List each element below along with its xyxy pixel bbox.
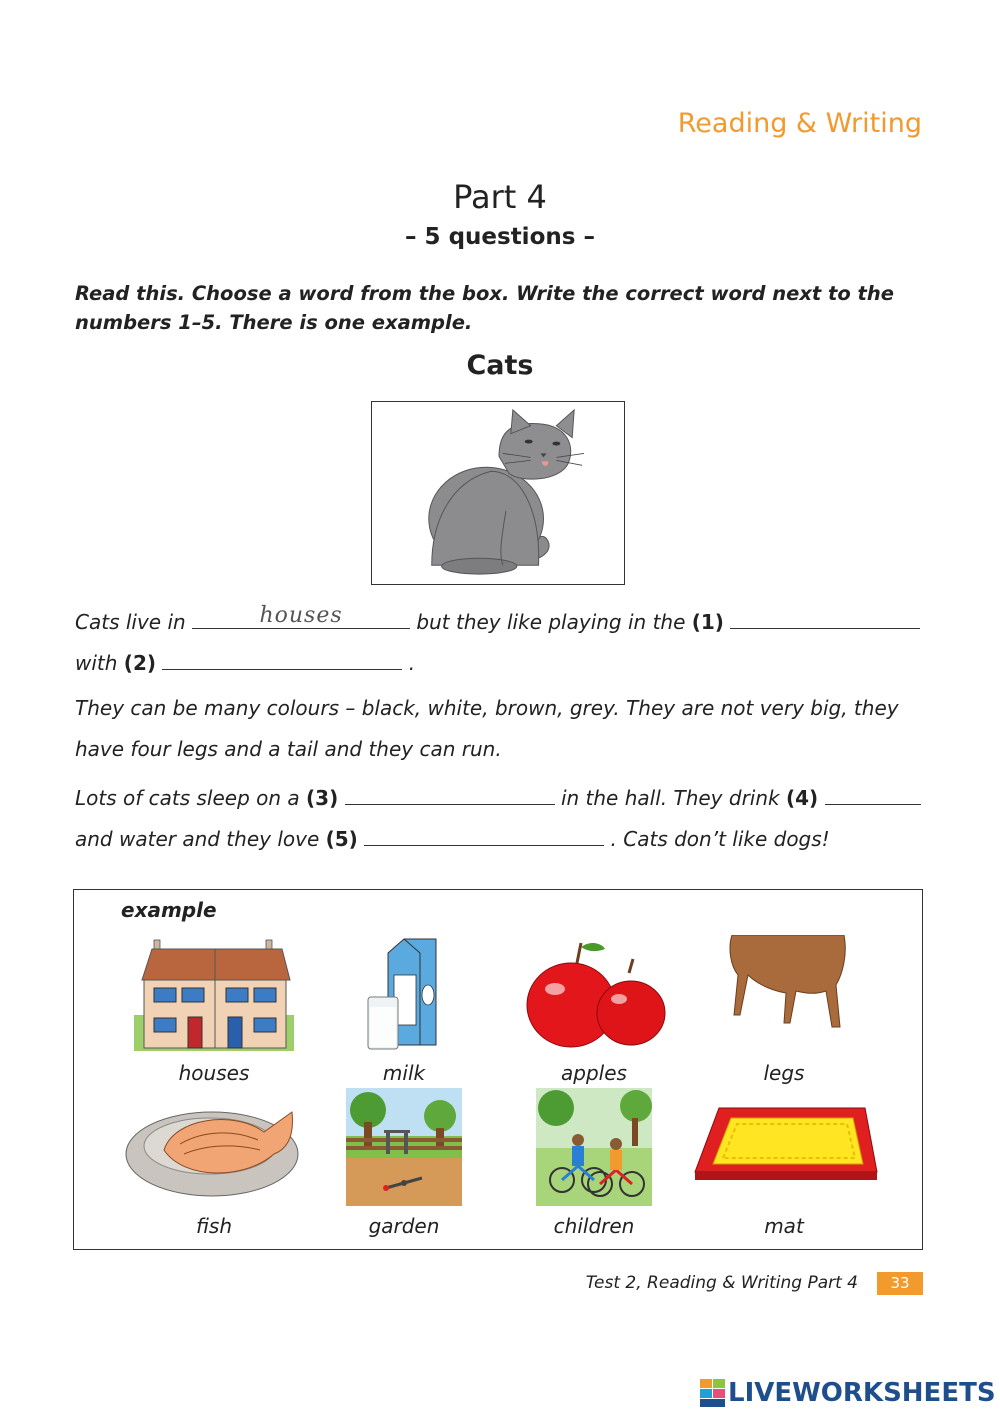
word-label: garden xyxy=(368,1214,440,1238)
story-line-4: have four legs and a tail and they can run. xyxy=(75,737,502,761)
word-card-milk[interactable] xyxy=(309,935,499,1085)
page-number: 33 xyxy=(877,1272,923,1295)
example-answer: houses xyxy=(259,603,343,628)
story-line-6 xyxy=(75,826,830,851)
part-title: Part 4 xyxy=(453,178,547,216)
text: Lots of cats sleep on a xyxy=(75,786,300,810)
fish-icon xyxy=(124,1088,304,1206)
cat-illustration xyxy=(372,402,624,584)
text: with xyxy=(75,651,118,675)
question-number-1: (1) xyxy=(691,610,724,634)
garden-icon xyxy=(346,1088,462,1206)
word-card-children[interactable] xyxy=(499,1088,689,1238)
story-line-5 xyxy=(75,785,921,810)
text: Cats live in xyxy=(75,610,186,634)
example-blank xyxy=(192,603,410,629)
section-label: Reading & Writing xyxy=(677,108,922,139)
example-label: example xyxy=(121,898,217,922)
footer-text: Test 2, Reading & Writing Part 4 xyxy=(585,1273,858,1293)
word-card-apples[interactable] xyxy=(499,935,689,1085)
word-label: mat xyxy=(764,1214,804,1238)
story-line-2 xyxy=(75,650,415,675)
answer-blank-4[interactable] xyxy=(825,785,921,805)
word-label: apples xyxy=(561,1061,627,1085)
word-label: fish xyxy=(195,1214,232,1238)
word-label: houses xyxy=(178,1061,250,1085)
houses-icon xyxy=(134,935,294,1053)
question-number-2: (2) xyxy=(123,651,156,675)
answer-blank-5[interactable] xyxy=(364,826,604,846)
text: and water and they love xyxy=(75,827,320,851)
text: . Cats don’t like dogs! xyxy=(610,827,830,851)
question-number-4: (4) xyxy=(785,786,819,810)
instructions: Read this. Choose a word from the box. Write the correct word next to the numbers 1–5. There is one example. xyxy=(75,282,894,334)
brand-text: LIVEWORKSHEETS xyxy=(728,1378,996,1408)
cat-picture xyxy=(371,401,625,585)
story-line-3: They can be many colours – black, white, brown, grey. They are not very big, they xyxy=(75,696,899,720)
liveworksheets-logo-icon xyxy=(700,1379,726,1407)
brand xyxy=(700,1376,996,1410)
word-card-houses[interactable] xyxy=(119,935,309,1085)
word-card-mat[interactable] xyxy=(689,1088,879,1238)
answer-blank-1[interactable] xyxy=(730,609,920,629)
word-box xyxy=(73,889,923,1250)
word-card-legs[interactable] xyxy=(689,935,879,1085)
question-number-3: (3) xyxy=(306,786,339,810)
word-label: milk xyxy=(382,1061,426,1085)
milk-icon xyxy=(364,935,444,1053)
mat-icon xyxy=(689,1088,879,1206)
word-card-garden[interactable] xyxy=(309,1088,499,1238)
story-line-1 xyxy=(75,603,920,634)
story-title: Cats xyxy=(466,350,534,381)
part-subtitle: – 5 questions – xyxy=(405,224,595,250)
children-icon xyxy=(536,1088,652,1206)
answer-blank-3[interactable] xyxy=(345,785,555,805)
word-label: legs xyxy=(763,1061,805,1085)
question-number-5: (5) xyxy=(325,827,358,851)
word-card-fish[interactable] xyxy=(119,1088,309,1238)
answer-blank-2[interactable] xyxy=(162,650,402,670)
text: . xyxy=(408,651,416,675)
text: in the hall. They drink xyxy=(560,786,780,810)
word-label: children xyxy=(553,1214,635,1238)
apples-icon xyxy=(519,935,669,1053)
text: but they like playing in the xyxy=(416,610,686,634)
legs-icon xyxy=(714,935,854,1053)
